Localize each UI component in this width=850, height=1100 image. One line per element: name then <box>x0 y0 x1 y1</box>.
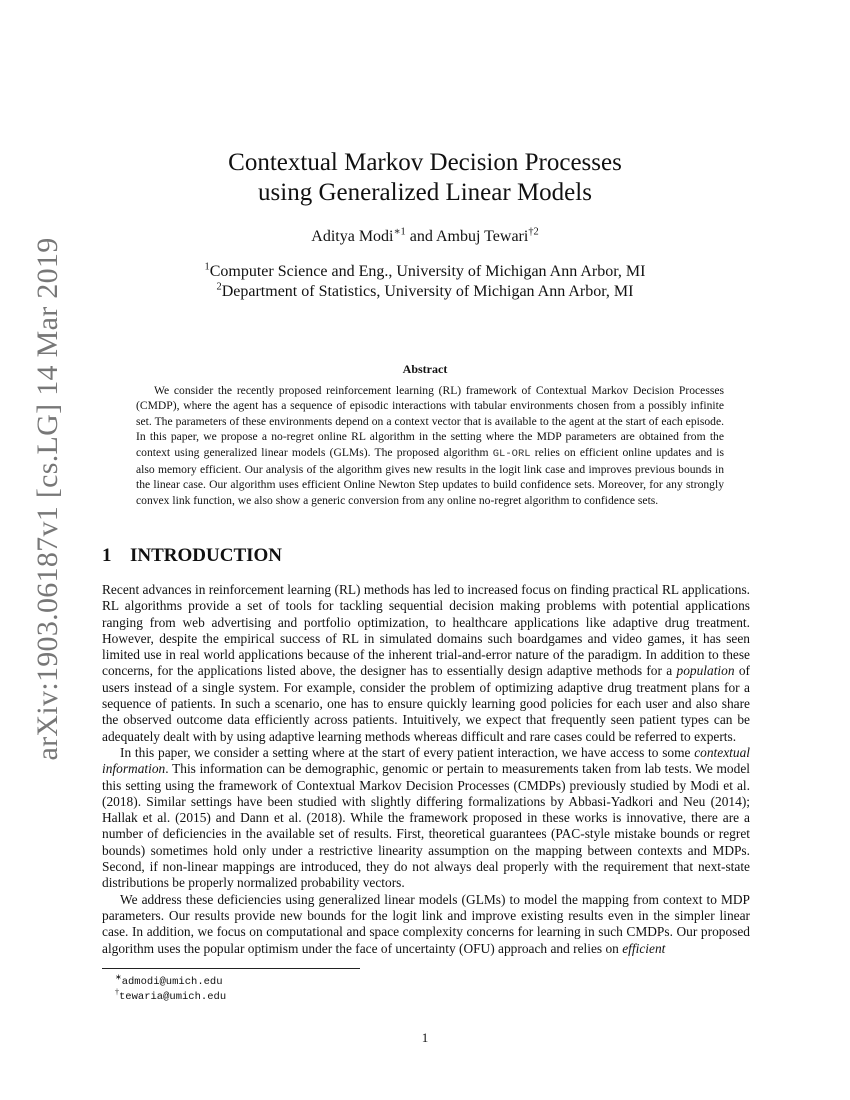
footnote <box>115 972 223 988</box>
abstract-text: We consider the recently proposed reinforcement learning (RL) framework of Contextual Markov Decision Processes (CMDP), where the agent has a sequence of episodic interactions with tabular environments chosen from a possibly infinite set. The parameters of these environments depend on a context vector that is available to the agent at the start of each episode. In this paper, we propose a no-regret online RL algorithm in the setting where the MDP parameters are obtained from the context using generalized linear models (GLMs). The proposed algorithm <box>136 384 724 459</box>
author-name: Ambuj Tewari <box>435 228 529 245</box>
abstract-heading: Abstract <box>402 362 448 376</box>
body-text: of users instead of a single system. For example, consider the problem of optimizing adaptive drug treatment plans for a sequence of patients. In such a scenario, one has to ensure quickly learning good policies for each user and also share the observed outcome data efficiently across patients. Intuitively, we expect that frequently seen patient types can be adequately dealt with by using adaptive learning methods whereas difficult and rare cases could be referred to experts. <box>102 663 750 744</box>
affiliation-mark: 1 <box>204 261 210 273</box>
footnote-mark: † <box>115 987 119 997</box>
section-title: INTRODUCTION <box>130 545 283 566</box>
author-footnote-mark: ∗1 <box>393 226 406 238</box>
footnote <box>115 987 227 1003</box>
emphasis-text: efficient <box>622 940 666 956</box>
arxiv-stamp: arXiv:1903.06187v1 [cs.LG] 14 Mar 2019 <box>31 237 64 761</box>
title-line-1: Contextual Markov Decision Processes <box>228 149 622 176</box>
affiliation-mark: 2 <box>216 281 222 293</box>
body-text: . This information can be demographic, genomic or pertain to measurements taken from lab tests. We model this setting using the framework of Contextual Markov Decision Processes (CMDPs) previously studied by Modi et al. (2018). Similar settings have been studied with slightly differing formalizations by Abbasi-Yadkori and Neu (2014); Hallak et al. (2015) and Dann et al. (2018). While the framework proposed in these works is innovative, there are a number of deficiencies in the available set of results. First, theoretical guarantees (PAC-style mistake bounds or regret bounds) sometimes hold only under a restrictive linearity assumption on the mapping between contexts and MDPs. Second, if non-linear mappings are introduced, they do not always deal properly with the requirement that next-state distributions be properly normalized probability vectors. <box>102 761 750 891</box>
introduction-body <box>102 582 750 957</box>
affiliation <box>0 282 850 302</box>
affiliation <box>0 262 850 282</box>
title-line-2: using Generalized Linear Models <box>258 179 592 206</box>
emphasis-text: contextual information <box>102 744 750 777</box>
affiliation-text: Computer Science and Eng., University of Michigan Ann Arbor, MI <box>209 263 646 280</box>
algorithm-name: GL-ORL <box>492 447 531 460</box>
body-paragraph <box>102 745 750 892</box>
page-number: 1 <box>421 1030 429 1045</box>
footnote-mark: ∗ <box>115 972 122 982</box>
author-separator: and <box>405 228 436 245</box>
footnote-email: admodi@umich.edu <box>121 976 223 988</box>
body-paragraph <box>102 582 750 745</box>
body-paragraph <box>102 892 750 957</box>
author-name: Aditya Modi <box>311 228 394 245</box>
abstract-paragraph <box>136 383 724 508</box>
body-text: In this paper, we consider a setting where at the start of every patient interaction, we have access to some <box>120 744 695 760</box>
author-list <box>0 228 850 246</box>
section-heading <box>102 545 282 567</box>
body-text: We address these deficiencies using generalized linear models (GLMs) to model the mapping from context to MDP parameters. Our results provide new bounds for the logit link and improve existing results even in the simpler linear case. In addition, we focus on computational and space complexity concerns for learning in such CMDPs. Our proposed algorithm uses the popular optimism under the face of uncertainty (OFU) approach and relies on <box>102 891 750 956</box>
footnote-email: tewaria@umich.edu <box>119 991 227 1003</box>
footnote-rule <box>102 968 360 969</box>
paper-title <box>0 148 850 208</box>
emphasis-text: population <box>676 663 735 679</box>
section-number: 1 <box>102 545 112 566</box>
body-text: Recent advances in reinforcement learning (RL) methods has led to increased focus on finding practical RL applications. RL algorithms provide a set of tools for tackling sequential decision making problems with potential applications ranging from web advertising and portfolio optimization, to healthcare applications like adaptive drug treatment. However, despite the empirical success of RL in simulated domains such boardgames and video games, it has seen limited use in real world applications because of the inherent trial-and-error nature of the paradigm. In addition to these concerns, for the applications listed above, the designer has to essentially design adaptive methods for a <box>102 582 750 679</box>
affiliations <box>0 262 850 302</box>
author-footnote-mark: †2 <box>528 226 539 238</box>
affiliation-text: Department of Statistics, University of Michigan Ann Arbor, MI <box>221 283 634 300</box>
abstract-text: relies on efficient online updates and is also memory efficient. Our analysis of the algorithm gives new results in the logit link case and improves previous bounds in the linear case. Our algorithm uses efficient Online Newton Step updates to build confidence sets. Moreover, for any strongly convex link function, we also show a generic conversion from any online no-regret algorithm to confidence sets. <box>136 445 724 507</box>
